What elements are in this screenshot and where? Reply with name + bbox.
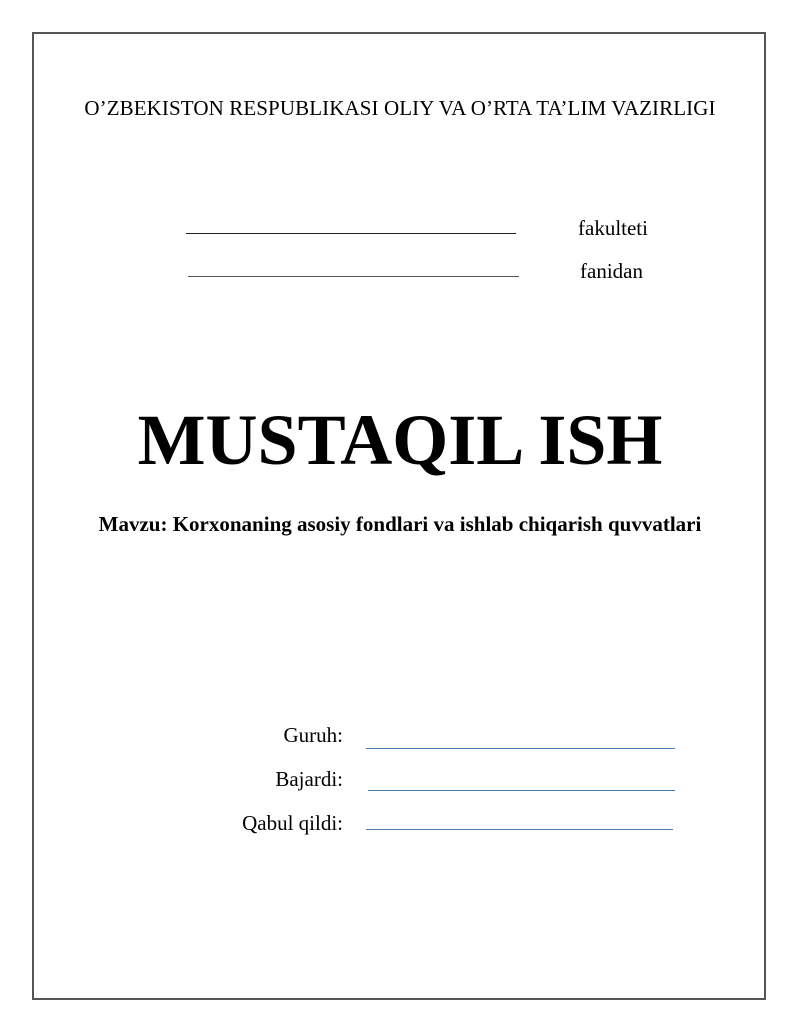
faculty-blank-line <box>186 233 516 234</box>
subject-blank-line <box>188 276 519 277</box>
ministry-heading: O’ZBEKISTON RESPUBLIKASI OLIY VA O’RTA TA’LIM VAZIRLIGI <box>84 96 716 120</box>
performed-by-label: Bajardi: <box>275 767 343 791</box>
document-title: MUSTAQIL ISH <box>137 400 663 480</box>
topic-heading: Mavzu: Korxonaning asosiy fondlari va ishlab chiqarish quvvatlari <box>98 512 702 536</box>
performed-by-blank-line <box>368 790 675 791</box>
group-blank-line <box>366 748 675 749</box>
subject-suffix: fanidan <box>580 259 643 283</box>
faculty-suffix: fakulteti <box>578 216 648 240</box>
accepted-by-label: Qabul qildi: <box>242 811 343 835</box>
group-label: Guruh: <box>283 723 343 747</box>
accepted-by-blank-line <box>366 829 673 830</box>
